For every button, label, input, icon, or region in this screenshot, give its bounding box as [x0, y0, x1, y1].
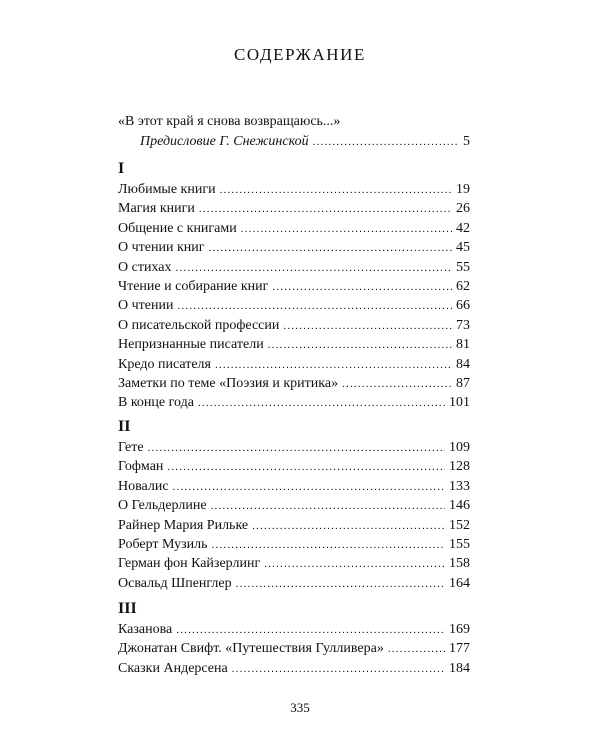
- toc-entry-label: О чтении: [118, 298, 174, 314]
- toc-entry-page: 55: [456, 259, 470, 275]
- dot-leader: [215, 356, 452, 375]
- toc-entry-page: 5: [463, 134, 470, 149]
- toc-entry-page: 73: [456, 317, 470, 333]
- dot-leader: [232, 660, 445, 679]
- dot-leader: [283, 317, 452, 336]
- dot-leader: [252, 517, 445, 536]
- toc-entry-label: Джонатан Свифт. «Путешествия Гулливера»: [118, 641, 384, 657]
- toc-entry: [118, 355, 470, 374]
- dot-leader: [342, 375, 452, 394]
- toc-entry-label: Магия книги: [118, 201, 195, 217]
- toc-entry-label: О Гельдерлине: [118, 498, 207, 514]
- toc-entry-label: О стихах: [118, 259, 172, 275]
- toc-entry: [118, 374, 470, 393]
- intro-title: «В этот край я снова возвращаюсь...»: [118, 114, 341, 129]
- toc-entry: [118, 457, 470, 476]
- dot-leader: [388, 640, 445, 659]
- dot-leader: [198, 394, 445, 413]
- toc-entry-page: 177: [449, 641, 470, 657]
- toc-entry-label: Общение с книгами: [118, 220, 237, 236]
- toc-entry-page: 158: [449, 556, 470, 572]
- dot-leader: [177, 297, 452, 316]
- intro-block: [118, 112, 470, 152]
- section-heading: II: [118, 418, 131, 435]
- toc-entry-label: О писательской профессии: [118, 317, 280, 333]
- toc-entry-label: Казанова: [118, 622, 173, 637]
- toc-entry-label: Герман фон Кайзерлинг: [118, 556, 261, 572]
- dot-leader: [272, 278, 452, 297]
- toc-entry: [118, 639, 470, 658]
- page-number: 335: [290, 700, 310, 715]
- toc-section-3: [118, 598, 470, 678]
- toc-entry: [118, 477, 470, 496]
- toc-entry: [118, 199, 470, 218]
- toc-entry-label: О чтении книг: [118, 240, 205, 256]
- toc-entry-label: Райнер Мария Рильке: [118, 517, 249, 533]
- toc-entry-page: 152: [449, 517, 470, 533]
- toc-entry-preface: [118, 132, 470, 152]
- toc-entry-page: 128: [449, 459, 470, 475]
- toc-entry: [118, 180, 470, 199]
- toc-entry: [118, 516, 470, 535]
- toc-entry: [118, 219, 470, 238]
- dot-leader: [241, 220, 452, 239]
- dot-leader: [209, 239, 453, 258]
- dot-leader: [236, 575, 445, 594]
- toc-entry: [118, 277, 470, 296]
- toc-section-1: [118, 158, 470, 413]
- toc-entry: [118, 258, 470, 277]
- toc-entry: [118, 554, 470, 573]
- toc-entry: [118, 620, 470, 639]
- toc-entry-page: 133: [449, 478, 470, 494]
- toc-entry-label: Кредо писателя: [118, 356, 211, 372]
- toc-entry: [118, 296, 470, 315]
- toc-entry: [118, 535, 470, 554]
- dot-leader: [199, 200, 452, 219]
- toc-entry-page: 62: [456, 278, 470, 294]
- toc-entry-page: 66: [456, 298, 470, 314]
- dot-leader: [268, 336, 452, 355]
- toc-entry-page: 101: [449, 395, 470, 411]
- toc-entry: [118, 335, 470, 354]
- toc-entry: [118, 574, 470, 593]
- toc-entry-label: Любимые книги: [118, 182, 216, 197]
- page-title: СОДЕРЖАНИЕ: [233, 45, 367, 64]
- section-heading: I: [118, 160, 125, 177]
- dot-leader: [211, 497, 445, 516]
- toc-entry-label: Непризнанные писатели: [118, 337, 264, 353]
- section-heading: III: [118, 600, 137, 617]
- dot-leader: [220, 181, 452, 200]
- toc-entry-label: Предисловие Г. Снежинской: [140, 134, 309, 149]
- toc-entry-page: 45: [456, 240, 470, 256]
- dot-leader: [173, 478, 445, 497]
- toc-entry-label: В конце года: [118, 395, 194, 411]
- toc-entry-label: Заметки по теме «Поэзия и критика»: [118, 375, 339, 391]
- toc-entry: [118, 238, 470, 257]
- toc-entry: [118, 659, 470, 678]
- toc-entry-page: 84: [456, 356, 470, 372]
- toc-entry-page: 26: [456, 201, 470, 217]
- toc-entry-label: Освальд Шпенглер: [118, 575, 232, 591]
- toc-entry-label: Гофман: [118, 459, 164, 475]
- toc-entry-label: Сказки Андерсена: [118, 660, 228, 676]
- dot-leader: [148, 439, 445, 458]
- toc-entry: [118, 438, 470, 457]
- toc-entry: [118, 393, 470, 412]
- toc-section-2: [118, 416, 470, 593]
- dot-leader: [176, 621, 445, 640]
- toc-entry-page: 155: [449, 536, 470, 552]
- toc-entry-page: 19: [456, 182, 470, 197]
- toc-entry-label: Гете: [118, 440, 144, 455]
- toc-entry: [118, 496, 470, 515]
- toc-entry-page: 164: [449, 575, 470, 591]
- toc-entry-page: 146: [449, 498, 470, 514]
- toc-entry-page: 87: [456, 375, 470, 391]
- toc-entry-page: 81: [456, 337, 470, 353]
- toc-entry-page: 169: [449, 622, 470, 637]
- dot-leader: [175, 259, 452, 278]
- toc-entry-label: Чтение и собирание книг: [118, 278, 269, 294]
- toc-entry-page: 42: [456, 220, 470, 236]
- toc-entry-label: Новалис: [118, 478, 169, 494]
- toc-entry-label: Роберт Музиль: [118, 536, 208, 552]
- toc-entry-page: 184: [449, 660, 470, 676]
- toc-entry: [118, 316, 470, 335]
- dot-leader: [212, 536, 445, 555]
- dot-leader: [313, 132, 459, 152]
- dot-leader: [167, 458, 445, 477]
- toc-entry-page: 109: [449, 440, 470, 455]
- dot-leader: [264, 555, 445, 574]
